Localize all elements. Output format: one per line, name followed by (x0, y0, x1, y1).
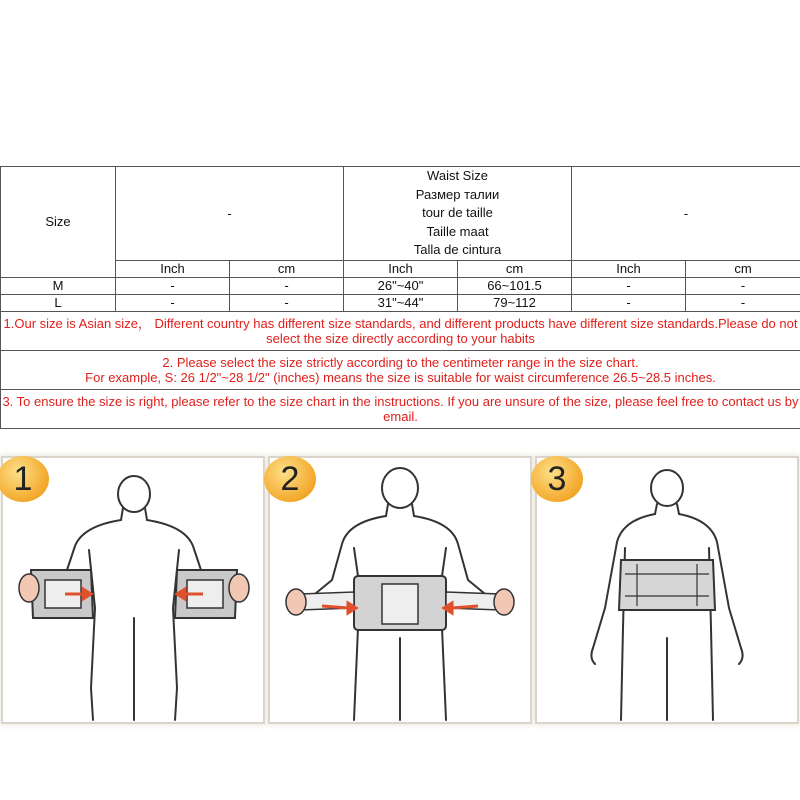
note-3: 3. To ensure the size is right, please refer to the size chart in the instructions. If you are unsure of the size, please feel free to contact us by email. (1, 389, 800, 428)
pull-belt-straps-illustration (270, 458, 530, 722)
column-group-1-header: - (116, 167, 344, 261)
table-row (1, 294, 800, 311)
size-chart-table (0, 166, 800, 429)
wrap-belt-around-waist-illustration (3, 458, 263, 722)
table-cell: - (572, 277, 686, 294)
table-cell: 79~112 (458, 294, 572, 311)
unit-label: cm (686, 260, 800, 277)
table-cell: - (572, 294, 686, 311)
step-3-panel (537, 458, 797, 722)
size-cell: L (1, 294, 116, 311)
table-cell: - (230, 277, 344, 294)
step-1-badge: 1 (0, 456, 49, 502)
instruction-steps (0, 452, 800, 727)
table-header-row (1, 167, 800, 261)
step-3-badge: 3 (531, 456, 583, 502)
waist-header-ru: Размер талии (415, 186, 500, 202)
waist-header-es: Talla de cintura (413, 242, 502, 257)
table-cell: - (686, 277, 800, 294)
table-cell: - (116, 277, 230, 294)
waist-header-en: Waist Size (427, 168, 488, 183)
step-1-panel (3, 458, 263, 722)
note-row (1, 389, 800, 428)
table-cell: 66~101.5 (458, 277, 572, 294)
unit-label: Inch (344, 260, 458, 277)
table-cell: - (686, 294, 800, 311)
waist-header-nl: Taille maat (426, 223, 489, 239)
table-cell: - (116, 294, 230, 311)
note-row (1, 311, 800, 350)
note-2: 2. Please select the size strictly according to the centimeter range in the size chart. For example, S: 26 1/2"~28 1/2" (inches) means the size is suitable for waist circumference 26.5~28.5 inches. (1, 350, 800, 389)
table-row (1, 277, 800, 294)
step-2-badge: 2 (264, 456, 316, 502)
size-header: Size (1, 167, 116, 278)
note-row (1, 350, 800, 389)
unit-label: Inch (572, 260, 686, 277)
note-1: 1.Our size is Asian size， Different country has different size standards, and different products have different size standards.Please do not select the size directly according to your habits (1, 311, 800, 350)
step-2-panel (270, 458, 530, 722)
table-cell: - (230, 294, 344, 311)
table-cell: 26"~40" (344, 277, 458, 294)
waist-header-fr: tour de taille (422, 205, 493, 220)
size-cell: M (1, 277, 116, 294)
unit-label: cm (458, 260, 572, 277)
unit-header-row (1, 260, 800, 277)
table-cell: 31"~44" (344, 294, 458, 311)
unit-label: cm (230, 260, 344, 277)
column-group-3-header: - (572, 167, 800, 261)
waist-size-header (344, 167, 572, 261)
unit-label: Inch (116, 260, 230, 277)
belt-fastened-illustration (537, 458, 797, 722)
